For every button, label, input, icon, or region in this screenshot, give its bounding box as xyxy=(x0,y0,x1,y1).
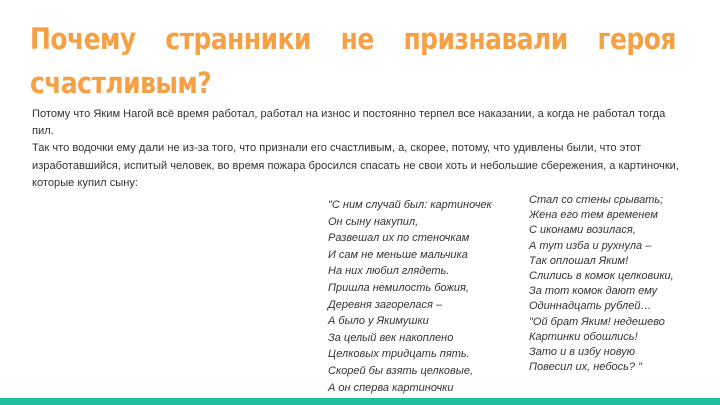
poem-line: На них любил глядеть. xyxy=(328,265,450,278)
poem-line: За тот комок дают ему xyxy=(529,285,658,298)
poem-line: Он сыну накупил, xyxy=(328,215,419,228)
poem-right-column xyxy=(529,193,674,375)
poem-line: "С ним случай был: картиночек xyxy=(328,199,492,211)
poem-line: Повесил их, небось? " xyxy=(529,361,643,374)
bottom-accent-bar xyxy=(0,398,720,405)
poem-line: Пришла немилость божия, xyxy=(328,281,469,294)
poem-line: Скорей бы взять целковые, xyxy=(328,364,474,377)
intro-paragraph: Потому что Яким Нагой всё время работал, работал на износ и постоянно терпел все наказании, а когда не работал тогда пил. xyxy=(32,108,666,138)
poem-line: Жена его тем временем xyxy=(529,209,658,222)
intro-paragraph: Так что водочки ему дали не из-за того, что признали его счастливым, а, скорее, потому, что удивлены были, что этот изработавшийся, испитый человек, во время пожара бросился спасать не свои хоть и небольшие сбережения, а картиночки, которые купил сыну: xyxy=(32,142,679,189)
poem-line: А он сперва картиночки xyxy=(328,381,454,394)
poem-line: С иконами возилася, xyxy=(529,224,636,237)
poem-line: Одиннадцать рублей… xyxy=(529,300,652,313)
poem-line: Зато и в избу новую xyxy=(529,346,635,359)
poem-line: Так оплошал Яким! xyxy=(529,254,629,267)
poem-line: А тут изба и рухнула – xyxy=(529,239,652,252)
poem-line: А было у Якимушки xyxy=(328,315,429,328)
poem-line: Слились в комок целковики, xyxy=(529,270,674,283)
poem-line: Развешал их по стеночкам xyxy=(328,232,470,245)
poem-line: Деревня загорелася – xyxy=(328,298,443,311)
poem-left-column xyxy=(328,197,492,396)
intro-text xyxy=(32,106,688,192)
poem-line: Целковых тридцать пять. xyxy=(328,348,470,361)
poem-line: И сам не меньше мальчика xyxy=(328,248,468,261)
slide-title: Почему странники не признавали героя счастливым? xyxy=(30,22,676,100)
poem-line: Картинки обошлись! xyxy=(529,330,638,343)
poem-line: За целый век накоплено xyxy=(328,331,454,344)
poem-line: "Ой брат Яким! недешево xyxy=(529,315,665,328)
poem-line: Стал со стены срывать; xyxy=(529,194,664,206)
